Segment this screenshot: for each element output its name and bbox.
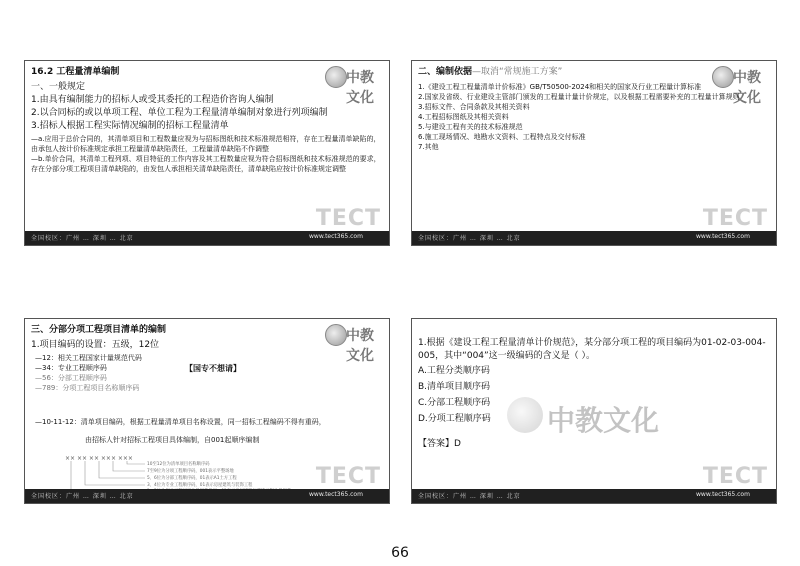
option-a: A.工程分类顺序码	[418, 366, 490, 376]
slide-title	[418, 67, 770, 78]
diagram-label: 7至9位为分项工程顺序码，001表示平整场地	[147, 469, 234, 474]
footer-url: www.tect365.com	[696, 491, 750, 498]
basis-line: 6.施工现场情况、地勘水文资料、工程特点及交付标准	[418, 133, 586, 141]
code-line: —56：分部工程顺序码	[35, 374, 107, 382]
answer-text: 【答案】D	[418, 439, 461, 449]
note-line: —b.单价合同，其清单工程列项、项目特征的工作内容及其工程数量应视为符合招标图纸和技术标准规范的要求，存在分部分项工程项目清单缺陷的，由发包人承担相关清单缺陷责任，清单缺陷应按计价标准规定调整	[31, 155, 381, 173]
slide-title: 三、分部分项工程项目清单的编制	[31, 325, 167, 335]
code-line: —12：相关工程国家计量规范代码	[35, 354, 142, 362]
code-line: —34：专业工程顺序码	[35, 364, 107, 372]
footer-bar	[412, 231, 776, 245]
rule-line: 2.以合同标的或以单项工程、单位工程为工程量清单编制对象进行列项编制	[31, 108, 328, 118]
slide-item-list	[24, 318, 390, 504]
basis-line: 7.其他	[418, 143, 439, 151]
option-d: D.分项工程顺序码	[418, 414, 491, 424]
slide-general-rules	[24, 60, 390, 246]
logo-text: 中教文化	[346, 70, 374, 106]
tect-watermark: TECT	[315, 206, 381, 231]
question-text: 1.根据《建设工程工程量清单计价规范》，某分部分项工程的项目编码为01-02-03-004-005，其中“004”这一级编码的含义是（ ）。	[418, 338, 766, 361]
logo-text: 中教文化	[346, 328, 374, 364]
rule-line: 3.招标人根据工程实际情况编制的招标工程量清单	[31, 121, 229, 131]
basis-line: 1.《建设工程工程量清单计价标准》GB/T50500-2024和相关的国家及行业工程量计算标准	[418, 83, 702, 91]
footer-bar	[412, 489, 776, 503]
tect-watermark: TECT	[315, 464, 381, 489]
diagram-label: 10至12位为清单项目名称顺序码	[147, 462, 210, 467]
basis-line: 4.工程招标图纸及其相关资料	[418, 113, 509, 121]
footer-bar	[25, 489, 389, 503]
page-number: 66	[391, 545, 409, 561]
title-text: 二、编制依据	[418, 67, 473, 77]
diagram-label: 5、6位为分部工程顺序码，01表示A1土方工程	[147, 476, 237, 481]
code-structure-diagram	[65, 453, 325, 493]
slide-question	[411, 318, 777, 504]
code-line: —10-11-12：清单项目编码，根据工程量清单项目名称设置，同一招标工程编码不得有重码，	[35, 418, 326, 426]
tect-watermark: TECT	[702, 464, 768, 489]
code-line: —789：分项工程项目名称顺序码	[35, 384, 140, 392]
diagram-svg	[65, 453, 325, 493]
slide-title: 16.2 工程量清单编制	[31, 67, 120, 77]
option-c: C.分部工程顺序码	[418, 398, 491, 408]
logo-emblem-icon	[325, 324, 347, 346]
footer-ticker: 全国校区：广州 … 深圳 … 北京	[418, 493, 521, 500]
slide-basis	[411, 60, 777, 246]
footer-url: www.tect365.com	[696, 233, 750, 240]
coding-heading: 1.项目编码的设置：五级，12位	[31, 340, 160, 350]
note-line: —a.应用于总价合同的，其清单项目和工程数量应视为与招标图纸和技术标准规范相符，存在工程量清单缺陷的，由承包人按计价标准规定承担工程量清单缺陷责任，工程量清单缺陷不作调整	[31, 135, 381, 153]
basis-line: 2.国家及省级、行业建设主管部门颁发的工程量计量计价规定，以及根据工程需要补充的工程量计算规则	[418, 93, 740, 101]
tag-label: 【国专不想请】	[185, 364, 241, 373]
footer-ticker: 全国校区：广州 … 深圳 … 北京	[31, 493, 134, 500]
logo-text: 中教文化	[733, 70, 761, 106]
zhongjiao-logo	[325, 323, 381, 364]
footer-bar	[25, 231, 389, 245]
footer-url: www.tect365.com	[309, 491, 363, 498]
diagram-code: ×× ×× ×× ××× ×××	[65, 455, 133, 462]
tect-watermark: TECT	[702, 206, 768, 231]
footer-url: www.tect365.com	[309, 233, 363, 240]
title-note: —取消“常规施工方案”	[472, 67, 563, 77]
basis-line: 3.招标文件、合同条款及其相关资料	[418, 103, 530, 111]
diagram-label: 3、4位为专业工程顺序码，01表示房屋建筑与装饰工程	[147, 483, 253, 488]
watermark-text: 中教文化	[547, 404, 660, 437]
footer-ticker: 全国校区：广州 … 深圳 … 北京	[31, 235, 134, 242]
option-b: B.清单项目顺序码	[418, 382, 491, 392]
footer-ticker: 全国校区：广州 … 深圳 … 北京	[418, 235, 521, 242]
section-heading: 一、一般规定	[31, 82, 86, 92]
code-line: 由招标人针对招标工程项目具体编制，自001起顺序编制	[85, 436, 260, 444]
basis-line: 5.与建设工程有关的技术标准规范	[418, 123, 523, 131]
rule-line: 1.由具有编制能力的招标人或受其委托的工程造价咨询人编制	[31, 95, 274, 105]
